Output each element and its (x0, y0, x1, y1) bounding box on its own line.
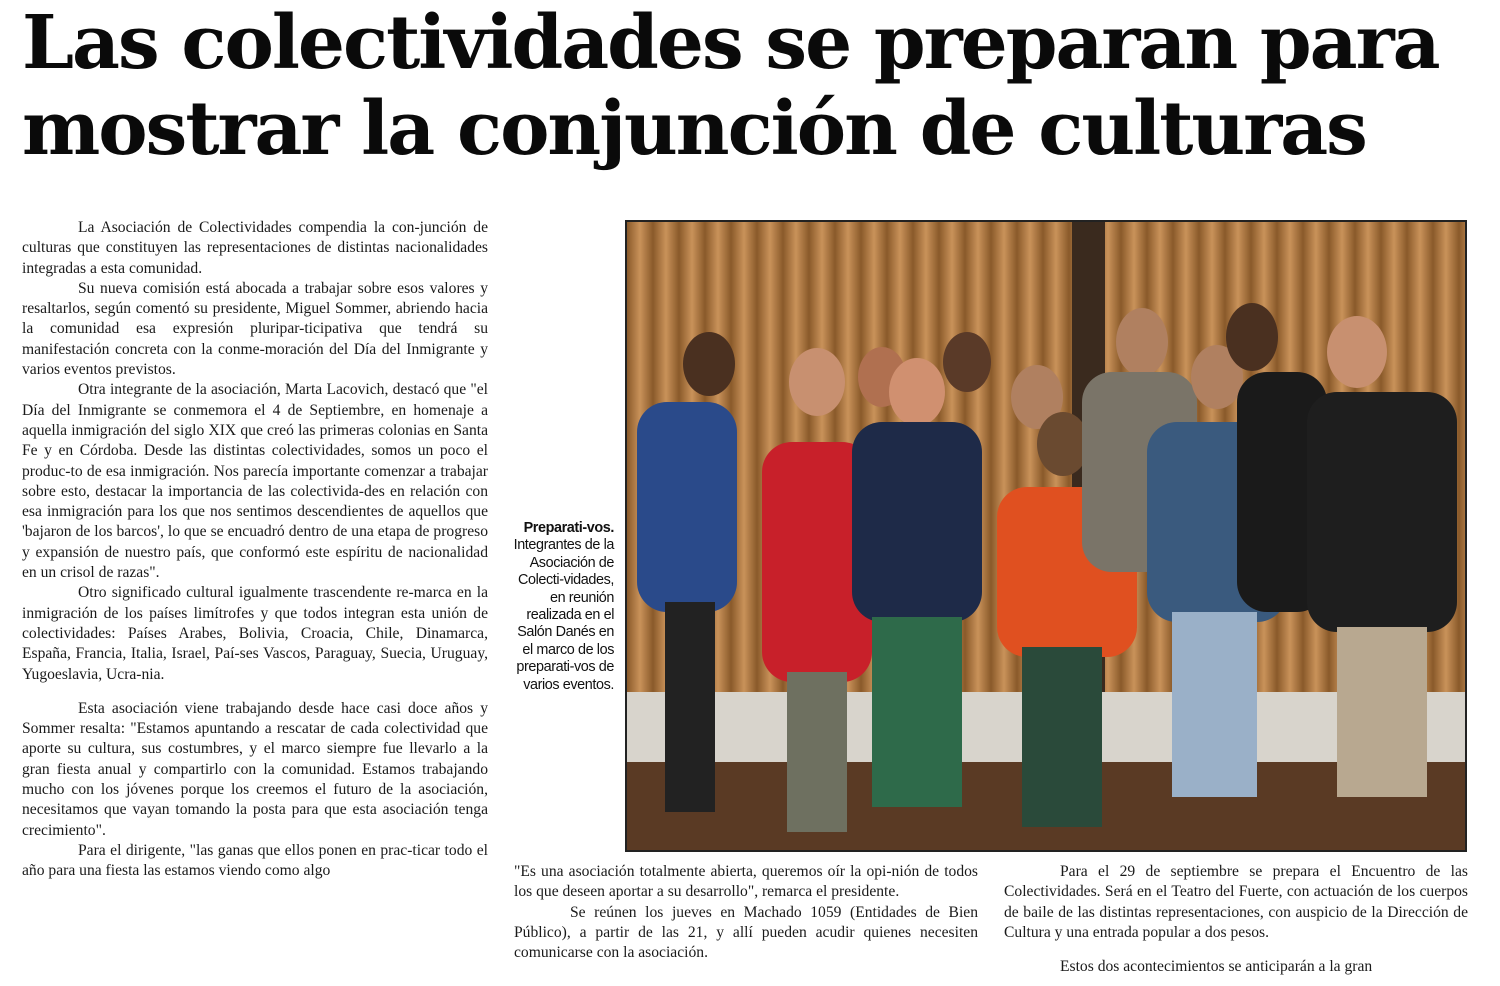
group-photo (625, 220, 1467, 852)
paragraph: "Es una asociación totalmente abierta, queremos oír la opi-nión de todos los que deseen aportar a su desarrollo", remarca el presidente. (514, 863, 978, 901)
paragraph: Se reúnen los jueves en Machado 1059 (Entidades de Bien Público), a partir de las 21, y allí pueden acudir quienes necesiten comunicarse con la asociación. (514, 903, 978, 962)
paragraph: La Asociación de Colectividades compendia la con-junción de culturas que constituyen las representaciones de distintas nacionalidades integradas a esta comunidad. (22, 219, 488, 277)
paragraph: Estos dos acontecimientos se anticiparán a la gran (1060, 958, 1373, 976)
caption-body: Integrantes de la Asociación de Colecti-vidades, en reunión realizada en el Salón Danés en el marco de los preparati-vos de varios eventos. (513, 537, 614, 693)
headline (22, 0, 1482, 172)
caption-title: Preparati-vos. (523, 520, 614, 536)
paragraph: Otro significado cultural igualmente trascendente re-marca en la inmigración de los países limítrofes y que todos integran esta unión de colectividades: Países Arabes, Bolivia, Croacia, Chile, Dinamarca, España, Francia, Italia, Israel, Paí-ses Vascos, Paraguay, Suecia, Uruguay, Yugoeslavia, Ucra-nia. (22, 584, 488, 683)
article-column-1 (22, 218, 488, 986)
paragraph: Otra integrante de la asociación, Marta Lacovich, destacó que "el Día del Inmigrante se conmemora el 4 de Septiembre, en homenaje a aquella inmigración del siglo XIX que creó las primeras colonias en Santa Fe y en Córdoba. Desde las distintas colectividades, somos un poco el produc-to de esa inmigración. Nos parecía importante comenzar a trabajar sobre esto, destacar la importancia de las colectivida-des en relación con esa inmigración para los que nos sentimos descendientes de aquellos que 'bajaron de los barcos', lo que se encuadró dentro de una etapa de progreso y expansión de nuestro país, que conformó este espíritu de nacionalidad en un crisol de razas". (22, 381, 488, 582)
paragraph: Esta asociación viene trabajando desde hace casi doce años y Sommer resalta: "Estamos apuntando a rescatar de cada colectividad que aporte su cultura, sus costumbres, y el marco siempre fue llevarlo a la gran fiesta anual y compartirlo con la comunidad. Estamos trabajando mucho con los jóvenes porque los creemos el futuro de la asociación, necesitamos que vayan tomando la posta para que esta asociación tenga crecimiento". (22, 699, 488, 839)
paragraph: Para el dirigente, "las ganas que ellos ponen en prac-ticar todo el año para una fiesta las estamos viendo como algo (22, 841, 488, 880)
headline-line-2: mostrar la conjunción de culturas (22, 86, 1366, 172)
photo-caption (508, 520, 614, 694)
article-column-3 (1004, 862, 1468, 986)
paragraph: Para el 29 de septiembre se prepara el Encuentro de las Colectividades. Será en el Teatro del Fuerte, con actuación de los cuerpos de baile de las distintas representaciones, con auspicio de la Dirección de Cultura y una entrada popular a dos pesos. (1004, 863, 1468, 941)
article-column-2 (514, 862, 978, 986)
headline-line-1: Las colectividades se preparan para (22, 0, 1439, 86)
paragraph: Su nueva comisión está abocada a trabajar sobre esos valores y resaltarlos, según comentó su presidente, Miguel Sommer, abriendo hacia la comunidad esa expresión pluripar-ticipativa que tendrá su manifestación concreta con la conme-moración del Día del Inmigrante y varios eventos previstos. (22, 279, 488, 379)
